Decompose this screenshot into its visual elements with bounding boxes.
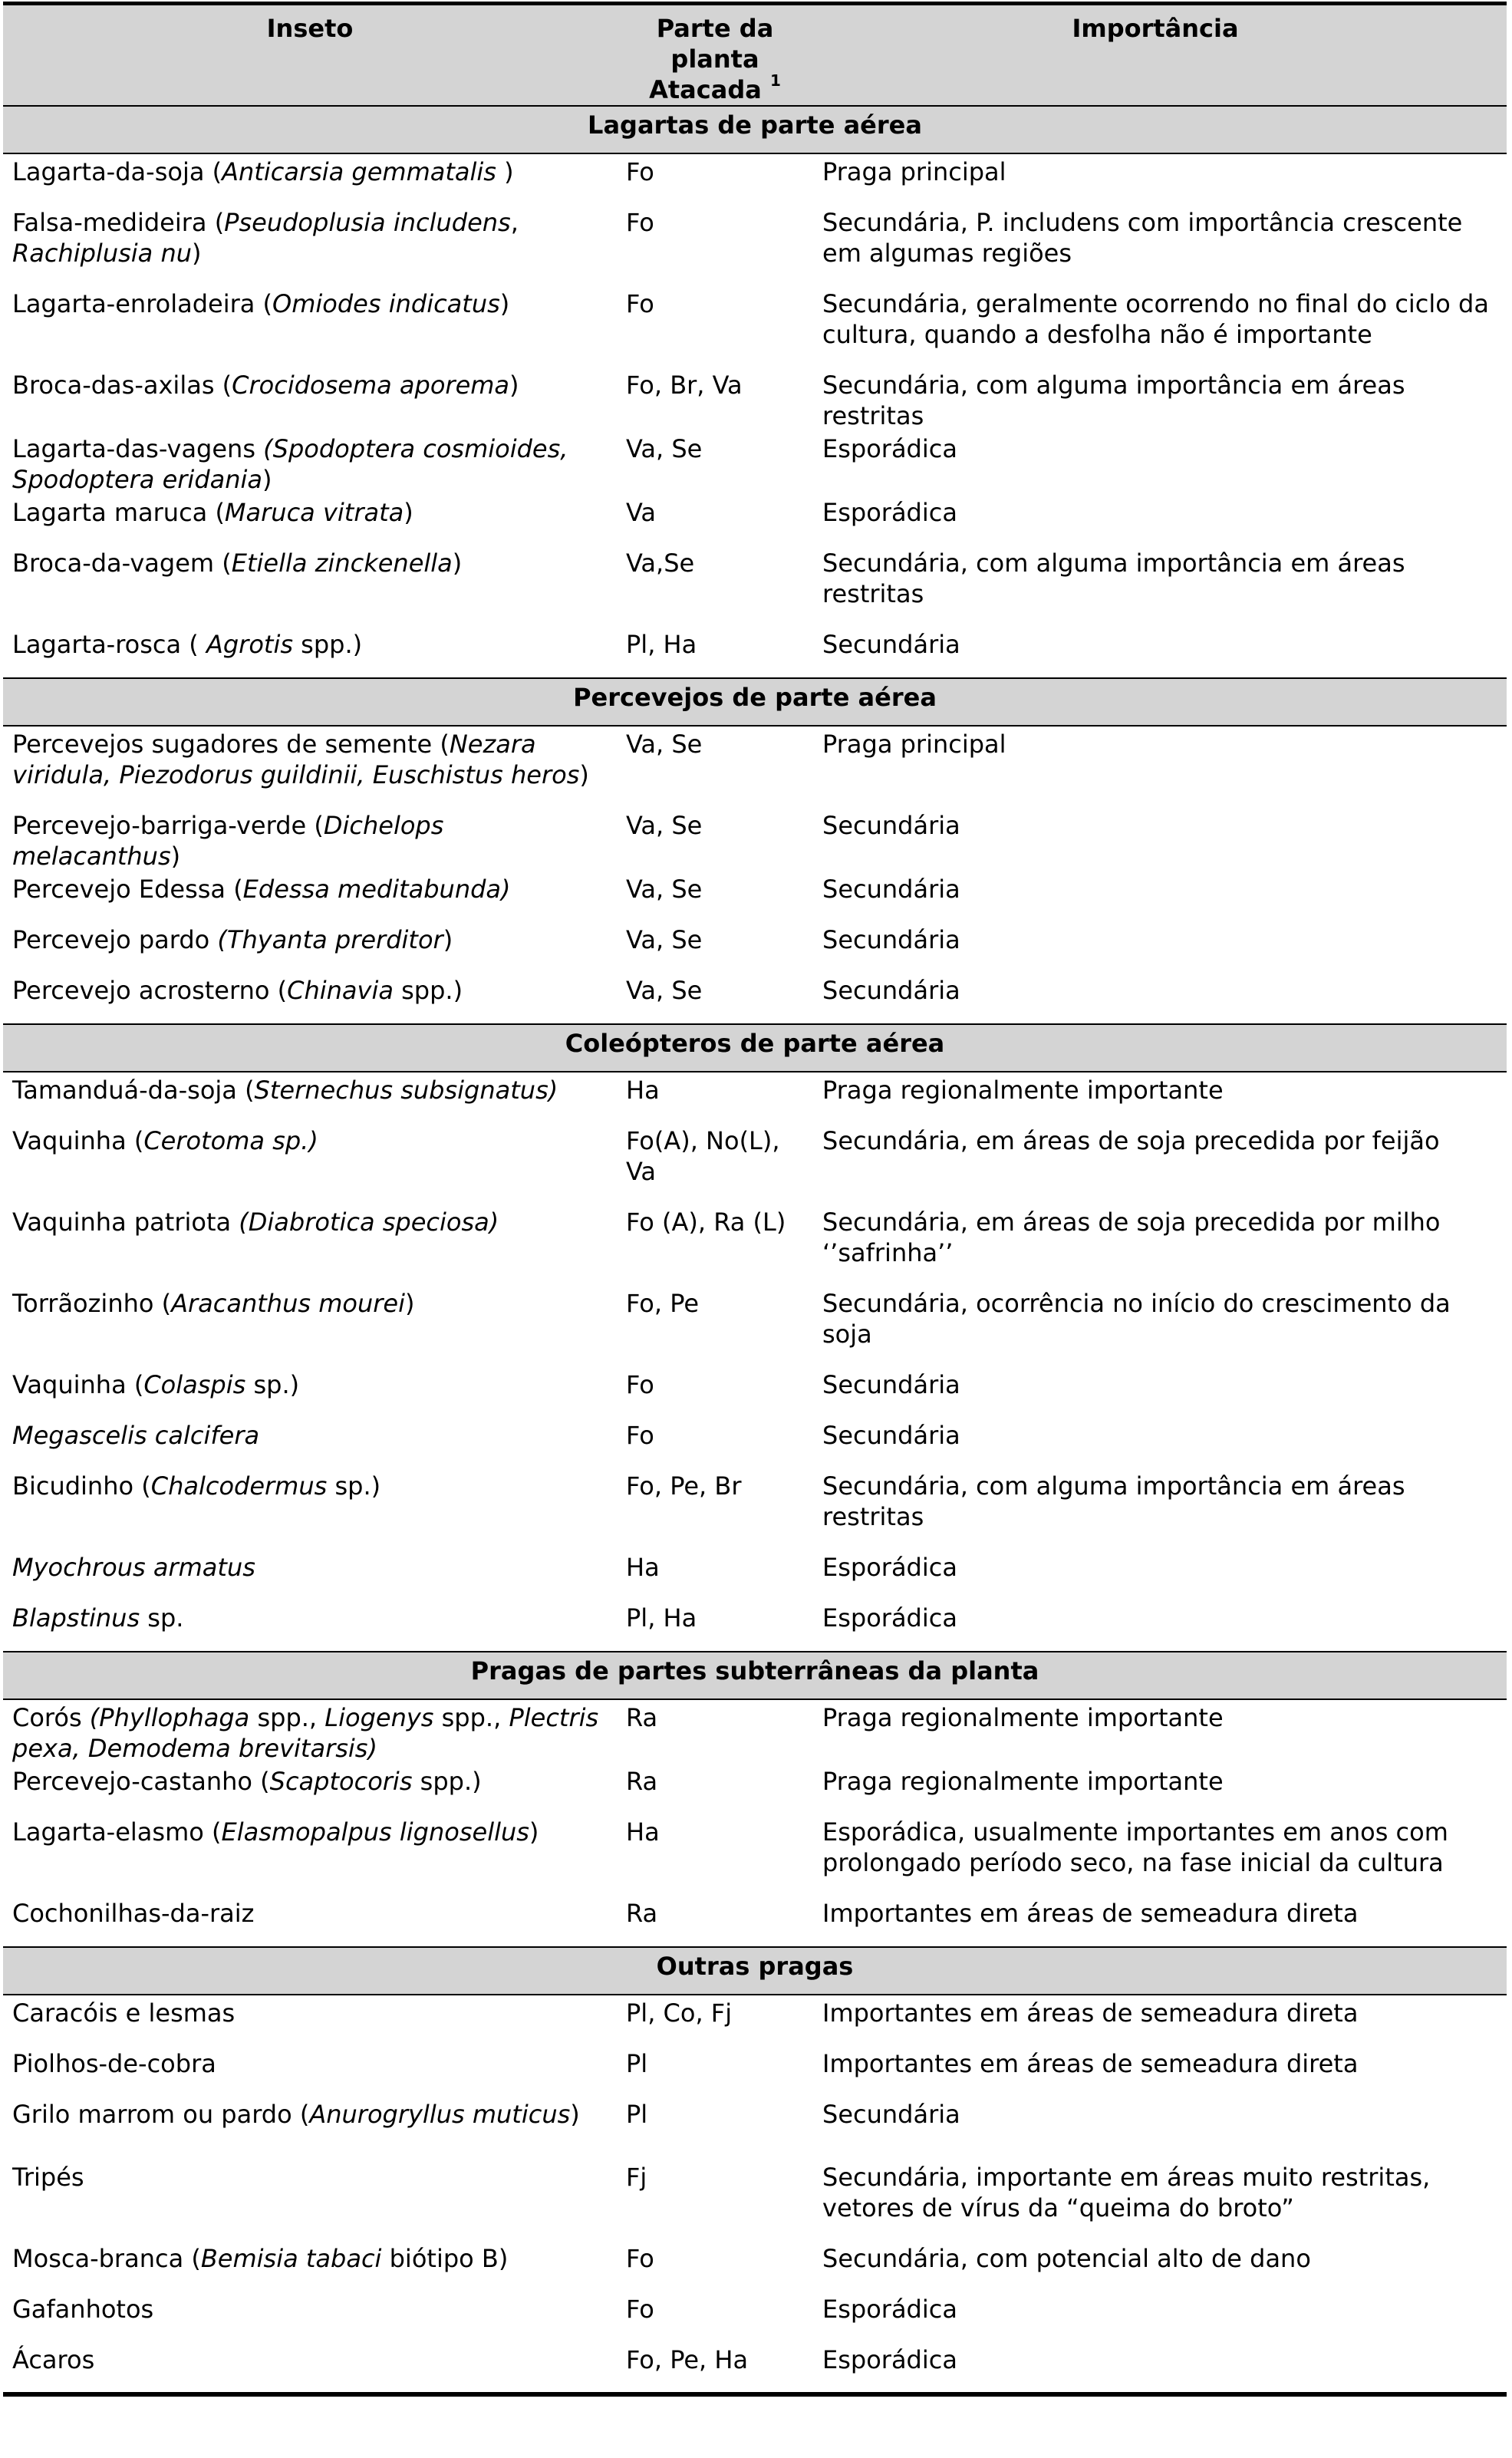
scientific-name: Sternechus subsignatus) — [254, 1076, 558, 1105]
plant-part-cell: Va, Se — [626, 875, 703, 904]
importance-cell: Secundária, com alguma importância em áreas restritas — [822, 549, 1405, 608]
insect-cell — [3, 1123, 617, 1204]
section-title: Lagartas de parte aérea — [3, 106, 1507, 153]
importance-cell: Secundária, em áreas de soja precedida por milho ‘’safrinha’’ — [822, 1208, 1441, 1267]
importance-cell: Praga regionalmente importante — [822, 1076, 1224, 1105]
insect-name-text: Percevejo-barriga-verde ( — [12, 811, 324, 840]
insect-cell — [3, 1286, 617, 1367]
table-row — [3, 1204, 1507, 1286]
table-row — [3, 1814, 1507, 1896]
table-row — [3, 2342, 1507, 2394]
table-row — [3, 153, 1507, 205]
scientific-name: (Phyllophaga — [89, 1703, 250, 1732]
insect-name-text: Vaquinha patriota — [12, 1208, 239, 1237]
insect-cell — [3, 1896, 617, 1947]
insect-name-text: Lagarta-das-vagens — [12, 434, 264, 463]
insect-name-text: Lagarta maruca ( — [12, 498, 225, 527]
table-row — [3, 2097, 1507, 2160]
scientific-name: Omiodes indicatus — [272, 289, 500, 318]
insect-name-text: Percevejo-castanho ( — [12, 1767, 270, 1796]
insect-name-text: Caracóis e lesmas — [12, 1998, 236, 2028]
table-row — [3, 808, 1507, 872]
insect-name-text: Torrãozinho ( — [12, 1289, 172, 1318]
importance-cell: Praga regionalmente importante — [822, 1767, 1224, 1796]
table-row — [3, 1286, 1507, 1367]
insect-cell — [3, 1600, 617, 1652]
insect-name-text: ) — [170, 842, 181, 871]
insect-name-text: ) — [509, 371, 519, 400]
insect-name-text: Gafanhotos — [12, 2295, 154, 2324]
insect-name-text: ) — [192, 239, 202, 268]
scientific-name: Plectris pexa, Demodema brevitarsis) — [12, 1703, 599, 1763]
insect-name-text: spp.) — [412, 1767, 482, 1796]
header-insect: Inseto — [3, 4, 617, 107]
plant-part-cell: Ha — [626, 1817, 660, 1847]
plant-part-cell: Va, Se — [626, 434, 703, 463]
importance-cell: Esporádica — [822, 434, 957, 463]
scientific-name: Myochrous armatus — [12, 1553, 255, 1582]
table-row — [3, 367, 1507, 431]
scientific-name: Aracanthus mourei — [171, 1289, 405, 1318]
insect-name-text: Ácaros — [12, 2345, 95, 2374]
insect-name-text: Tamanduá-da-soja ( — [12, 1076, 255, 1105]
footnote-marker: 1 — [769, 71, 781, 91]
insect-cell — [3, 153, 617, 205]
table-row — [3, 2241, 1507, 2292]
plant-part-cell: Va, Se — [626, 811, 703, 840]
insect-cell — [3, 1468, 617, 1550]
importance-cell: Importantes em áreas de semeadura direta — [822, 1899, 1359, 1928]
plant-part-cell: Va, Se — [626, 925, 703, 954]
insect-cell — [3, 1814, 617, 1896]
scientific-name: Chalcodermus — [150, 1471, 328, 1501]
insect-cell — [3, 2342, 617, 2394]
table-body — [3, 106, 1507, 2394]
section-title: Percevejos de parte aérea — [3, 678, 1507, 726]
insect-name-text: Piolhos-de-cobra — [12, 2049, 216, 2078]
insect-name-text: ) — [404, 498, 413, 527]
scientific-name: Edessa meditabunda) — [242, 875, 511, 904]
importance-cell: Secundária, com alguma importância em áreas restritas — [822, 1471, 1405, 1531]
table-row — [3, 1072, 1507, 1123]
insect-name-text: , — [510, 208, 519, 237]
importance-cell: Praga principal — [822, 157, 1006, 186]
insect-name-text: Vaquinha ( — [12, 1126, 144, 1155]
insect-name-text: Grilo marrom ou pardo ( — [12, 2100, 310, 2129]
header-plant-part — [617, 4, 813, 107]
importance-cell: Praga principal — [822, 730, 1006, 759]
insect-cell — [3, 2046, 617, 2097]
importance-cell: Esporádica — [822, 498, 957, 527]
insect-cell — [3, 1418, 617, 1468]
plant-part-cell: Ra — [626, 1899, 658, 1928]
insect-name-text: Corós — [12, 1703, 90, 1732]
header-importance: Importância — [813, 4, 1507, 107]
insect-cell — [3, 1367, 617, 1418]
insect-cell — [3, 1072, 617, 1123]
plant-part-cell: Va, Se — [626, 730, 703, 759]
plant-part-cell: Fo, Pe, Br — [626, 1471, 742, 1501]
section-title: Pragas de partes subterrâneas da planta — [3, 1652, 1507, 1699]
importance-cell: Secundária, em áreas de soja precedida por feijão — [822, 1126, 1440, 1155]
importance-cell: Secundária — [822, 2100, 960, 2129]
insect-cell — [3, 545, 617, 627]
insect-cell — [3, 2292, 617, 2342]
insect-name-text: ) — [499, 289, 510, 318]
insect-name-text: spp., — [249, 1703, 325, 1732]
plant-part-cell: Pl, Ha — [626, 1603, 697, 1633]
section-header-row — [3, 1652, 1507, 1699]
importance-cell: Secundária — [822, 811, 960, 840]
insect-name-text: Falsa-medideira ( — [12, 208, 225, 237]
scientific-name: Colaspis — [143, 1370, 246, 1399]
section-title: Outras pragas — [3, 1947, 1507, 1995]
insect-cell — [3, 1699, 617, 1764]
insect-name-text: ) — [570, 2100, 580, 2129]
insect-name-text: Bicudinho ( — [12, 1471, 151, 1501]
table-row — [3, 872, 1507, 922]
header-plant-part-line1: Parte da — [656, 14, 774, 43]
importance-cell: Esporádica — [822, 1603, 957, 1633]
scientific-name: Maruca vitrata — [224, 498, 404, 527]
plant-part-cell: Pl, Ha — [626, 630, 697, 659]
importance-cell: Secundária — [822, 630, 960, 659]
insect-name-text: Mosca-branca ( — [12, 2244, 201, 2273]
table-row — [3, 286, 1507, 367]
insect-cell — [3, 872, 617, 922]
plant-part-cell: Fo (A), Ra (L) — [626, 1208, 786, 1237]
insect-name-text: biótipo B) — [381, 2244, 509, 2273]
importance-cell: Secundária, com alguma importância em áreas restritas — [822, 371, 1405, 430]
plant-part-cell: Fo — [626, 2244, 654, 2273]
scientific-name: Megascelis calcifera — [12, 1421, 260, 1450]
scientific-name: Anticarsia gemmatalis — [222, 157, 496, 186]
plant-part-cell: Fo — [626, 1370, 654, 1399]
table-row — [3, 1418, 1507, 1468]
table-row — [3, 922, 1507, 973]
scientific-name: Crocidosema aporema — [232, 371, 510, 400]
table-row — [3, 431, 1507, 495]
plant-part-cell: Pl — [626, 2049, 648, 2078]
insect-cell — [3, 205, 617, 286]
importance-cell: Secundária, ocorrência no início do crescimento da soja — [822, 1289, 1451, 1349]
importance-cell: Secundária, importante em áreas muito restritas, vetores de vírus da “queima do broto” — [822, 2163, 1431, 2222]
insect-cell — [3, 2160, 617, 2241]
plant-part-cell: Fj — [626, 2163, 647, 2192]
insect-cell — [3, 2097, 617, 2160]
importance-cell: Secundária — [822, 1421, 960, 1450]
plant-part-cell: Fo — [626, 289, 654, 318]
importance-cell: Esporádica, usualmente importantes em anos com prolongado período seco, na fase inicial da cultura — [822, 1817, 1448, 1877]
scientific-name: Etiella zinckenella — [231, 549, 453, 578]
insect-name-text: sp.) — [245, 1370, 300, 1399]
table-row — [3, 2292, 1507, 2342]
table-row — [3, 495, 1507, 545]
scientific-name: Nezara viridula, Piezodorus guildinii, Euschistus heros — [12, 730, 580, 789]
insect-name-text: sp. — [140, 1603, 184, 1633]
plant-part-cell: Fo — [626, 1421, 654, 1450]
plant-part-cell: Pl — [626, 2100, 648, 2129]
insect-cell — [3, 2241, 617, 2292]
importance-cell: Praga regionalmente importante — [822, 1703, 1224, 1732]
scientific-name: Scaptocoris — [269, 1767, 413, 1796]
insect-name-text: Percevejo Edessa ( — [12, 875, 243, 904]
insect-name-text: Lagarta-enroladeira ( — [12, 289, 273, 318]
scientific-name: Blapstinus — [12, 1603, 140, 1633]
importance-cell: Esporádica — [822, 2295, 957, 2324]
insect-cell — [3, 627, 617, 678]
scientific-name: Liogenys — [324, 1703, 434, 1732]
insect-name-text: Broca-das-axilas ( — [12, 371, 232, 400]
insect-name-text: ) — [496, 157, 514, 186]
table-row — [3, 545, 1507, 627]
table-row — [3, 2046, 1507, 2097]
table-row — [3, 1367, 1507, 1418]
plant-part-cell: Fo, Pe, Ha — [617, 2342, 813, 2394]
insect-name-text: ) — [529, 1817, 539, 1847]
header-plant-part-line3: Atacada — [649, 75, 762, 104]
importance-cell: Importantes em áreas de semeadura direta — [822, 2049, 1359, 2078]
header-plant-part-line2: planta — [670, 44, 759, 74]
plant-part-cell: Va,Se — [626, 549, 695, 578]
insect-name-text: ) — [404, 1289, 415, 1318]
pest-table — [3, 2, 1507, 2397]
insect-cell — [3, 1204, 617, 1286]
table-header-row — [3, 4, 1507, 107]
insect-name-text: Broca-da-vagem ( — [12, 549, 232, 578]
plant-part-cell: Ra — [626, 1703, 658, 1732]
insect-name-text: ) — [579, 760, 589, 789]
table-row — [3, 1123, 1507, 1204]
insect-name-text: Vaquinha ( — [12, 1370, 144, 1399]
table-row — [3, 205, 1507, 286]
table-row — [3, 1995, 1507, 2046]
insect-name-text: sp.) — [327, 1471, 381, 1501]
insect-cell — [3, 367, 617, 431]
insect-cell — [3, 808, 617, 872]
table-row — [3, 726, 1507, 808]
insect-name-text: Percevejos sugadores de semente ( — [12, 730, 450, 759]
table-row — [3, 1896, 1507, 1947]
scientific-name: Rachiplusia nu — [12, 239, 192, 268]
plant-part-cell: Fo — [626, 2295, 654, 2324]
importance-cell: Secundária, com potencial alto de dano — [822, 2244, 1311, 2273]
plant-part-cell: Ha — [626, 1553, 660, 1582]
insect-name-text: spp.) — [393, 976, 463, 1005]
plant-part-cell: Fo — [626, 208, 654, 237]
plant-part-cell: Fo, Br, Va — [626, 371, 743, 400]
insect-name-text: Lagarta-elasmo ( — [12, 1817, 222, 1847]
importance-cell: Secundária — [822, 1370, 960, 1399]
plant-part-cell: Pl, Co, Fj — [626, 1998, 733, 2028]
importance-cell: Esporádica — [822, 1553, 957, 1582]
scientific-name: Anurogryllus muticus — [309, 2100, 571, 2129]
scientific-name: Agrotis — [206, 630, 293, 659]
section-title: Coleópteros de parte aérea — [3, 1024, 1507, 1072]
scientific-name: Dichelops melacanthus — [12, 811, 444, 871]
table-row — [3, 1699, 1507, 1764]
scientific-name: Pseudoplusia includens — [224, 208, 511, 237]
insect-name-text: spp.) — [293, 630, 363, 659]
insect-name-text: Lagarta-rosca ( — [12, 630, 206, 659]
insect-cell — [3, 1764, 617, 1814]
plant-part-cell: Va, Se — [626, 976, 703, 1005]
scientific-name: Chinavia — [287, 976, 394, 1005]
section-header-row — [3, 1947, 1507, 1995]
table-row — [3, 1600, 1507, 1652]
insect-cell — [3, 922, 617, 973]
plant-part-cell: Ra — [626, 1767, 658, 1796]
insect-cell — [3, 973, 617, 1024]
scientific-name: Bemisia tabaci — [200, 2244, 382, 2273]
scientific-name: (Spodoptera cosmioides, Spodoptera eridania — [12, 434, 568, 494]
table-row — [3, 973, 1507, 1024]
importance-cell: Secundária — [822, 875, 960, 904]
scientific-name: Cerotoma sp.) — [143, 1126, 318, 1155]
plant-part-cell: Va — [626, 498, 657, 527]
insect-name-text: ) — [452, 549, 463, 578]
importance-cell: Secundária — [822, 976, 960, 1005]
insect-name-text: Cochonilhas-da-raiz — [12, 1899, 255, 1928]
insect-name-text: spp., — [433, 1703, 509, 1732]
section-header-row — [3, 106, 1507, 153]
scientific-name: (Thyanta prerditor — [217, 925, 443, 954]
insect-cell — [3, 1550, 617, 1600]
insect-cell — [3, 726, 617, 808]
table-row — [3, 1764, 1507, 1814]
table-row — [3, 1550, 1507, 1600]
insect-name-text: Lagarta-da-soja ( — [12, 157, 222, 186]
importance-cell: Secundária, geralmente ocorrendo no final do ciclo da cultura, quando a desfolha não é importante — [822, 289, 1489, 349]
importance-cell: Importantes em áreas de semeadura direta — [822, 1998, 1359, 2028]
insect-name-text: Percevejo acrosterno ( — [12, 976, 288, 1005]
plant-part-cell: Fo(A), No(L), Va — [626, 1126, 780, 1186]
insect-name-text: Percevejo pardo — [12, 925, 218, 954]
table-row — [3, 1468, 1507, 1550]
insect-name-text: ) — [443, 925, 453, 954]
section-header-row — [3, 1024, 1507, 1072]
insect-name-text: ) — [262, 465, 272, 494]
scientific-name: Elasmopalpus lignosellus — [221, 1817, 529, 1847]
insect-cell — [3, 286, 617, 367]
insect-cell — [3, 495, 617, 545]
insect-cell — [3, 431, 617, 495]
importance-cell: Secundária, P. includens com importância crescente em algumas regiões — [822, 208, 1463, 268]
importance-cell: Esporádica — [813, 2342, 1507, 2394]
section-header-row — [3, 678, 1507, 726]
plant-part-cell: Fo, Pe — [626, 1289, 700, 1318]
table-row — [3, 627, 1507, 678]
importance-cell: Secundária — [822, 925, 960, 954]
plant-part-cell: Fo — [626, 157, 654, 186]
scientific-name: (Diabrotica speciosa) — [239, 1208, 499, 1237]
insect-name-text: Tripés — [12, 2163, 84, 2192]
insect-cell — [3, 1995, 617, 2046]
plant-part-cell: Ha — [626, 1076, 660, 1105]
table-row — [3, 2160, 1507, 2241]
